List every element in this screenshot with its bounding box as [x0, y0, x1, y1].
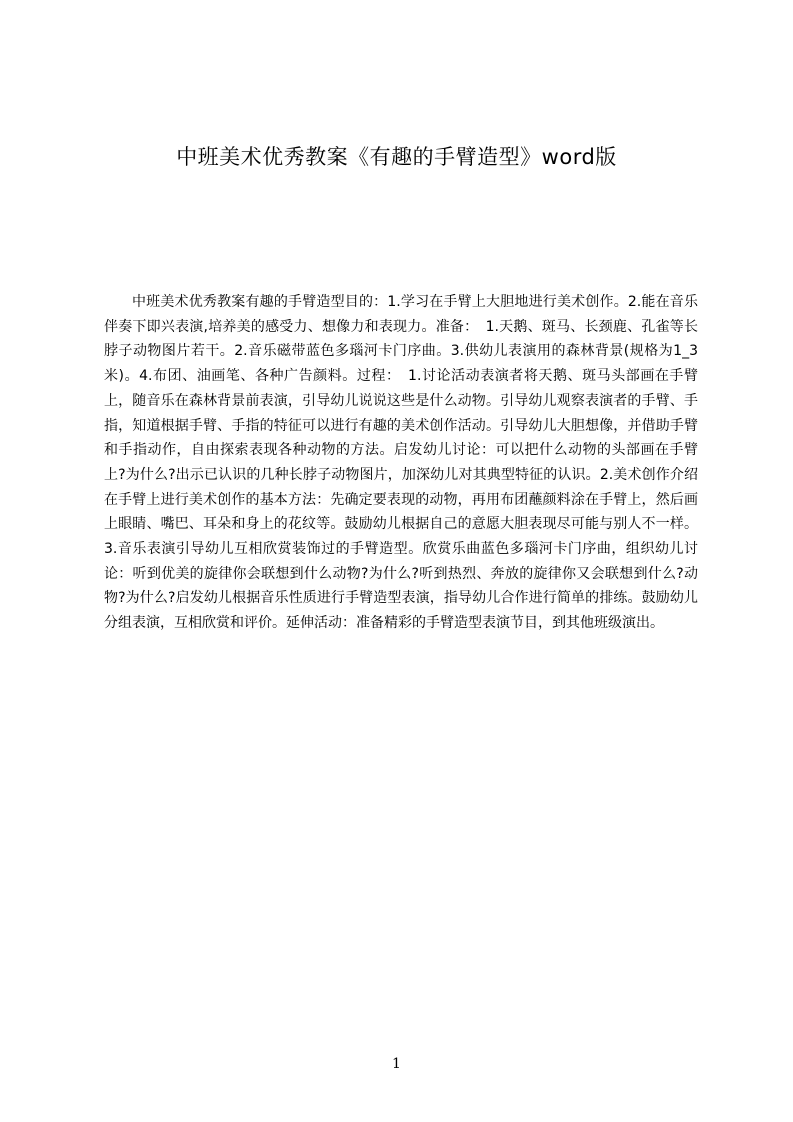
document-title: 中班美术优秀教案《有趣的手臂造型》word版: [176, 145, 617, 169]
page-number: 1: [392, 1056, 401, 1072]
document-body: [104, 290, 698, 636]
body-paragraph: 中班美术优秀教案有趣的手臂造型目的：1.学习在手臂上大胆地进行美术创作。2.能在音乐伴奏下即兴表演,培养美的感受力、想像力和表现力。准备： 1.天鹅、斑马、长颈鹿、孔雀等长脖子动物图片若干。2.音乐磁带蓝色多瑙河卡门序曲。3.供幼儿表演用的森林背景(规格为1_3米)。4.布团、油画笔、各种广告颜料。过程： 1.讨论活动表演者将天鹅、斑马头部画在手臂上，随音乐在森林背景前表演，引导幼儿说说这些是什么动物。引导幼儿观察表演者的手臂、手指，知道根据手臂、手指的特征可以进行有趣的美术创作活动。引导幼儿大胆想像，并借助手臂和手指动作，自由探索表现各种动物的方法。启发幼儿讨论：可以把什么动物的头部画在手臂上?为什么?出示已认识的几种长脖子动物图片，加深幼儿对其典型特征的认识。2.美术创作介绍在手臂上进行美术创作的基本方法：先确定要表现的动物，再用布团蘸颜料涂在手臂上，然后画上眼睛、嘴巴、耳朵和身上的花纹等。鼓励幼儿根据自己的意愿大胆表现尽可能与别人不一样。3.音乐表演引导幼儿互相欣赏装饰过的手臂造型。欣赏乐曲蓝色多瑙河卡门序曲，组织幼儿讨论：听到优美的旋律你会联想到什么动物?为什么?听到热烈、奔放的旋律你又会联想到什么?动物?为什么?启发幼儿根据音乐性质进行手臂造型表演，指导幼儿合作进行简单的排练。鼓励幼儿分组表演，互相欣赏和评价。延伸活动：准备精彩的手臂造型表演节目，到其他班级演出。: [104, 294, 698, 632]
